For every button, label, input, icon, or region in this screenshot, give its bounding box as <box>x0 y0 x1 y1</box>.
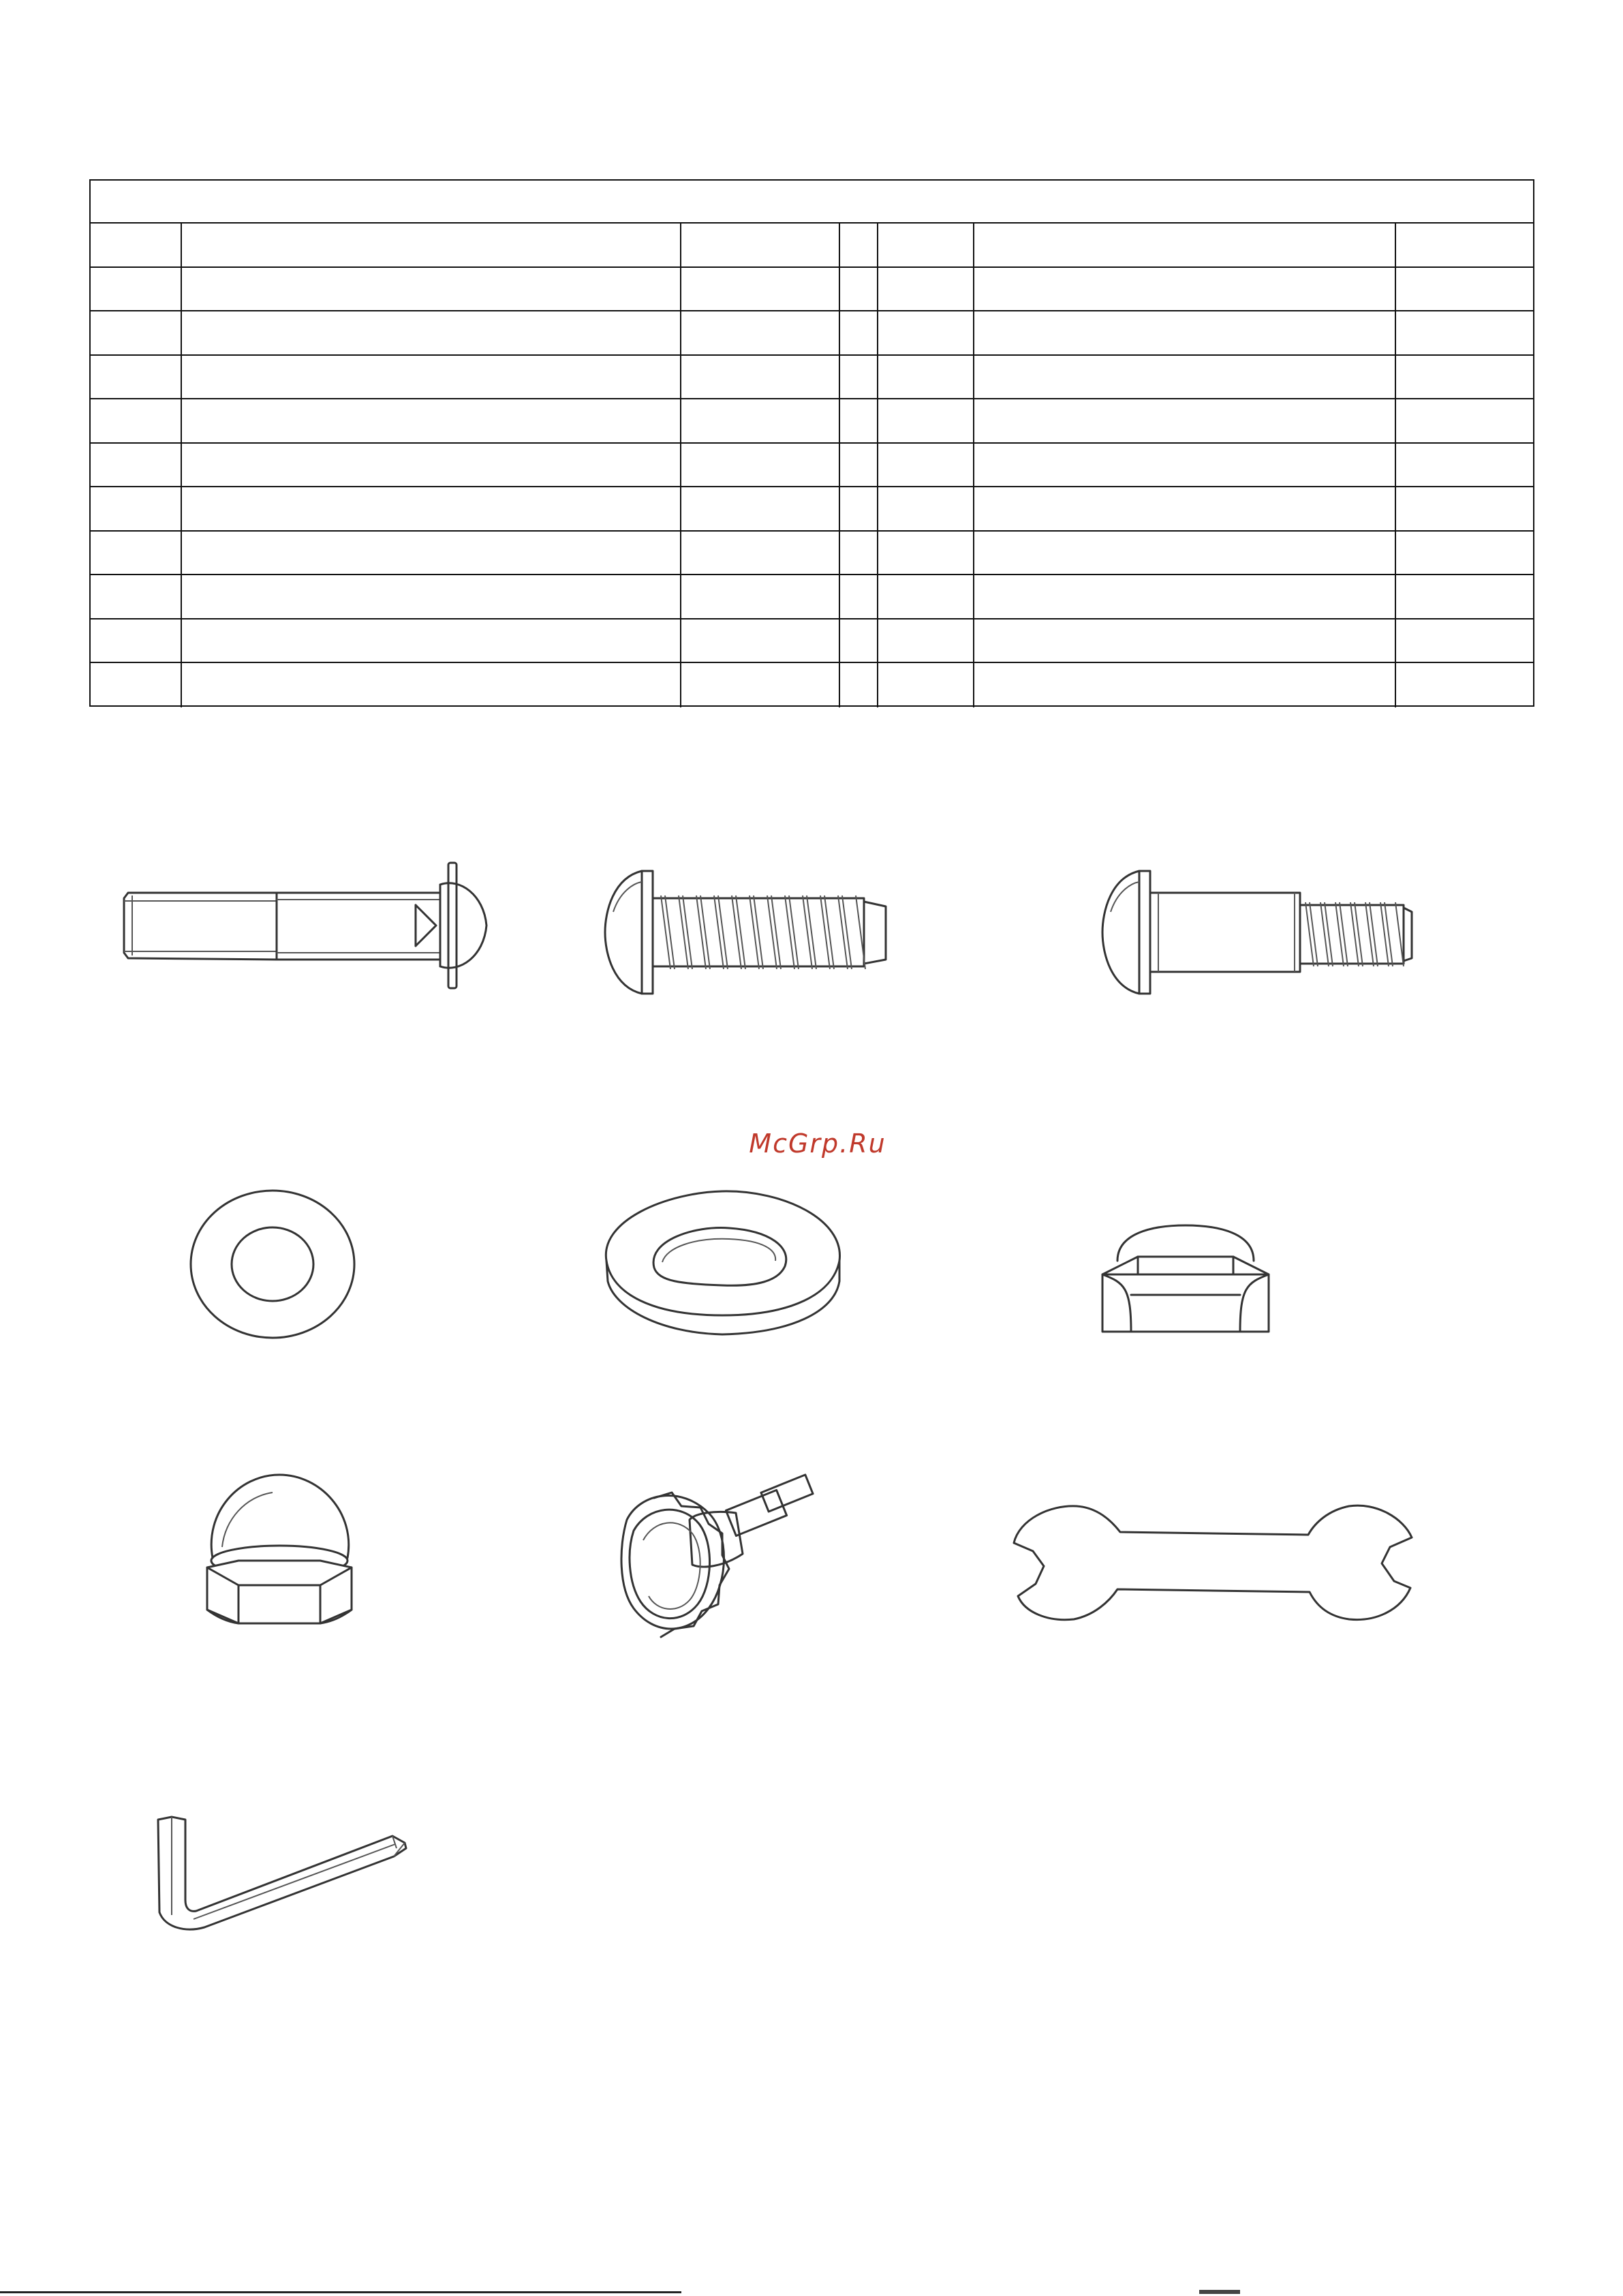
table-grid <box>91 224 1533 707</box>
table-cell <box>681 444 840 487</box>
shoulder-bolt-icon <box>1097 864 1417 1000</box>
table-cell <box>681 356 840 399</box>
table-row <box>91 575 1533 619</box>
table-row <box>91 311 1533 356</box>
table-row <box>91 487 1533 532</box>
table-cell <box>878 356 974 399</box>
table-cell <box>182 268 681 311</box>
table-row <box>91 356 1533 400</box>
table-cell <box>91 487 182 530</box>
acorn-nut-icon <box>198 1465 361 1629</box>
table-title <box>91 181 1533 224</box>
table-cell <box>840 268 878 311</box>
table-cell <box>1396 399 1536 442</box>
table-cell <box>1396 487 1536 530</box>
table-cell <box>91 575 182 618</box>
table-cell <box>681 532 840 575</box>
table-row <box>91 532 1533 576</box>
table-cell <box>182 487 681 530</box>
table-cell <box>182 663 681 707</box>
table-header-cell <box>1396 224 1536 266</box>
table-cell <box>1396 268 1536 311</box>
table-cell <box>974 487 1396 530</box>
table-cell <box>91 444 182 487</box>
table-cell <box>91 532 182 575</box>
table-cell <box>974 575 1396 618</box>
table-cell <box>840 663 878 707</box>
open-end-wrench-icon <box>1008 1499 1417 1629</box>
table-cell <box>878 619 974 662</box>
footer-rule <box>0 2291 681 2293</box>
footer-mark <box>1199 2290 1240 2294</box>
table-cell <box>681 399 840 442</box>
table-cell <box>878 444 974 487</box>
table-cell <box>878 532 974 575</box>
table-cell <box>840 356 878 399</box>
table-cell <box>681 268 840 311</box>
table-cell <box>91 399 182 442</box>
table-cell <box>840 619 878 662</box>
table-cell <box>681 575 840 618</box>
carriage-bolt-icon <box>116 857 497 994</box>
table-cell <box>974 356 1396 399</box>
table-cell <box>182 356 681 399</box>
table-cell <box>681 311 840 354</box>
curved-washer-icon <box>593 1179 852 1343</box>
table-cell <box>91 268 182 311</box>
table-cell <box>878 399 974 442</box>
knob-bolt-icon <box>613 1465 845 1642</box>
table-header-cell <box>91 224 182 266</box>
table-cell <box>1396 575 1536 618</box>
table-cell <box>182 311 681 354</box>
table-header-cell <box>974 224 1396 266</box>
table-cell <box>182 619 681 662</box>
table-cell <box>1396 532 1536 575</box>
table-row <box>91 619 1533 664</box>
table-cell <box>91 356 182 399</box>
table-header-cell <box>681 224 840 266</box>
table-cell <box>974 399 1396 442</box>
table-row <box>91 268 1533 312</box>
table-cell <box>840 575 878 618</box>
table-cell <box>878 487 974 530</box>
table-header-cell <box>840 224 878 266</box>
table-cell <box>878 575 974 618</box>
table-row <box>91 399 1533 444</box>
table-cell <box>1396 444 1536 487</box>
table-cell <box>974 532 1396 575</box>
table-cell <box>840 487 878 530</box>
table-cell <box>182 444 681 487</box>
table-cell <box>1396 619 1536 662</box>
watermark-text: McGrp.Ru <box>749 1129 886 1159</box>
table-cell <box>974 619 1396 662</box>
table-cell <box>1396 663 1536 707</box>
table-cell <box>681 663 840 707</box>
table-cell <box>182 575 681 618</box>
table-cell <box>974 268 1396 311</box>
parts-table <box>89 179 1534 707</box>
table-cell <box>840 444 878 487</box>
table-cell <box>974 663 1396 707</box>
table-header-cell <box>878 224 974 266</box>
flat-washer-icon <box>184 1186 361 1343</box>
table-cell <box>681 487 840 530</box>
table-cell <box>91 311 182 354</box>
table-cell <box>878 268 974 311</box>
table-cell <box>878 663 974 707</box>
table-cell <box>840 532 878 575</box>
table-row <box>91 444 1533 488</box>
button-head-screw-icon <box>600 864 899 1000</box>
table-cell <box>974 311 1396 354</box>
table-cell <box>974 444 1396 487</box>
table-cell <box>1396 311 1536 354</box>
table-cell <box>182 399 681 442</box>
table-cell <box>840 399 878 442</box>
table-cell <box>878 311 974 354</box>
table-cell <box>1396 356 1536 399</box>
table-header-row <box>91 224 1533 268</box>
table-cell <box>91 663 182 707</box>
allen-key-icon <box>150 1813 416 1935</box>
table-cell <box>182 532 681 575</box>
table-cell <box>681 619 840 662</box>
table-header-cell <box>182 224 681 266</box>
table-cell <box>840 311 878 354</box>
table-row <box>91 663 1533 707</box>
lock-nut-icon <box>1090 1220 1281 1336</box>
table-cell <box>91 619 182 662</box>
